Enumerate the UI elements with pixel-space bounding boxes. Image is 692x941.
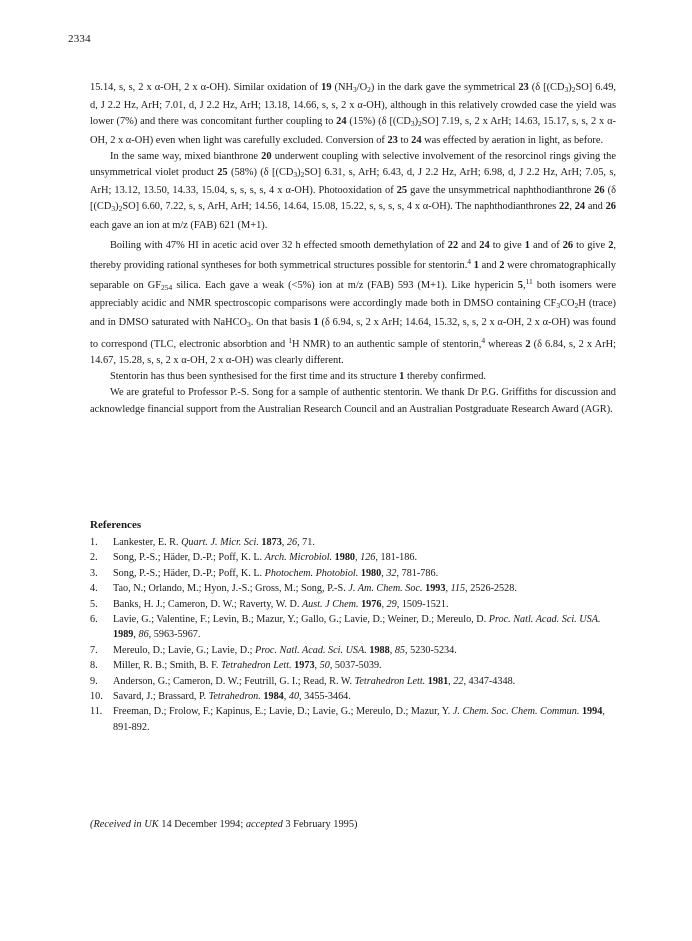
- reference-item: [90, 535, 620, 550]
- reference-list: [90, 535, 620, 735]
- body-text: [90, 80, 616, 418]
- reference-item: [90, 550, 620, 565]
- received-label: (Received in UK: [90, 819, 159, 830]
- reference-item: [90, 612, 620, 643]
- reference-number: 4.: [90, 583, 98, 595]
- reference-number: 9.: [90, 675, 98, 687]
- reference-text: Miller, R. B.; Smith, B. F. Tetrahedron Lett. 1973, 50, 5037-5039.: [113, 660, 382, 672]
- paragraph-4: Stentorin has thus been synthesised for the first time and its structure 1 thereby confirmed.: [110, 371, 487, 383]
- reference-text: Mereulo, D.; Lavie, G.; Lavie, D.; Proc. Natl. Acad. Sci. USA. 1988, 85, 5230-5234.: [113, 644, 457, 656]
- reference-item: [90, 643, 620, 658]
- paragraph-3: Boiling with 47% HI in acetic acid over 32 h effected smooth demethylation of 22 and 24 to give 1 and of 26 to give 2, thereby providing rational syntheses for both symmetrical structures possible for stentorin.$^4$ 1 and 2 were chromatographically separable on $GF_{254}$ silica. Each gave a weak (<5%) ion at m/z (FAB) 593 (M+1). Like hypericin 5,11 both isomers were appreciably acidic and NMR spectroscopic comparisons were accordingly made both in DMSO containing $CF_3CO_2H$ (trace) and in DMSO saturated with NaHCO$_3$. On that basis 1 (δ 6.94, s, 2 x ArH; 14.64, 15.32, s, s, 2 x α-OH, 2 x α-OH) was found to correspond (TLC, electronic absorbtion and $^1$H NMR) to an authentic sample of stentorin,$^4$ whereas 2 (δ 6.84, s, 2 x ArH; 14.67, 15.28, s, s, 2 x α-OH, 2 x α-OH) was clearly different.: [90, 239, 617, 367]
- accepted-label: accepted: [245, 819, 283, 830]
- reference-text: Song, P.-S.; Häder, D.-P.; Poff, K. L. Arch. Microbiol. 1980, 126, 181-186.: [113, 552, 417, 564]
- reference-item: [90, 704, 620, 735]
- acknowledgement-paragraph: We are grateful to Professor P.-S. Song for a sample of authentic stentorin. We thank Dr P.G. Griffiths for discussion and acknowledge financial support from the Australian Research Council and an Australian Postgraduate Research Award (AGR).: [90, 387, 616, 415]
- page-number: 2334: [68, 33, 91, 45]
- reference-number: 5.: [90, 598, 98, 610]
- reference-item: [90, 597, 620, 612]
- reference-item: [90, 581, 620, 596]
- reference-number: 10.: [90, 691, 103, 703]
- reference-number: 11.: [90, 706, 103, 718]
- accepted-date: 3 February 1995): [285, 819, 358, 830]
- received-date: 14 December 1994;: [161, 819, 244, 830]
- paragraph-2: In the same way, mixed bianthrone 20 underwent coupling with selective involvement of the resorcinol rings giving the unsymmetrical violet product 25 (58%) (δ $[(CD_3)_2SO]$ 6.31, s, ArH; 6.43, d, J 2.2 Hz, ArH; 6.98, d, J 2.2 Hz, ArH; 7.05, s, ArH; 13.12, 13.50, 14.33, 15.04, s, s, s, s, 4 x α-OH). Photooxidation of 25 gave the unsymmetrical naphthodianthrone 26 (δ $[(CD_3)_2SO]$ 6.60, 7.22, s, s, ArH, ArH; 14.56, 14.64, 15.08, 15.22, s, s, s, s, 4 x α-OH). The naphthodianthrones 22, 24 and 26 each gave an ion at m/z (FAB) 621 (M+1).: [90, 150, 616, 231]
- reference-item: [90, 566, 620, 581]
- references-heading: References: [90, 519, 142, 531]
- reference-text: Tao, N.; Orlando, M.; Hyon, J.-S.; Gross, M.; Song, P.-S. J. Am. Chem. Soc. 1993, 115, 2526-2528.: [113, 583, 517, 595]
- reference-text: Lankester, E. R. Quart. J. Micr. Sci. 1873, 26, 71.: [113, 537, 315, 548]
- reference-text: Anderson, G.; Cameron, D. W.; Feutrill, G. I.; Read, R. W. Tetrahedron Lett. 1981, 22, 4347-4348.: [113, 675, 516, 687]
- paragraph-1: 15.14, s, s, 2 x α-OH, 2 x α-OH). Similar oxidation of 19 $(NH_3/O_2)$ in the dark gave the symmetrical 23 (δ $[(CD_3)_2SO]$ 6.49, d, J 2.2 Hz, ArH; 7.01, d, J 2.2 Hz, ArH; 13.18, 14.66, s, s, 2 x α-OH), although in this relatively crowded case the yield was lower (7%) and there was concomitant further coupling to 24 (15%) (δ $[(CD_3)_2SO]$ 7.19, s, 2 x ArH; 14.63, 15.17, s, s, 2 x α-OH, 2 x α-OH) even when light was carefully excluded. Conversion of 23 to 24 was effected by aeration in light, as before.: [90, 82, 616, 146]
- reference-number: 6.: [90, 614, 98, 626]
- reference-item: [90, 658, 620, 673]
- reference-text: Freeman, D.; Frolow, F.; Kapinus, E.; Lavie, D.; Lavie, G.; Mereulo, D.; Mazur, Y. J. Chem. Soc. Chem. Commun. 1994, 891-892.: [113, 706, 605, 733]
- reference-number: 8.: [90, 660, 98, 672]
- reference-number: 2.: [90, 552, 98, 564]
- reference-text: Lavie, G.; Valentine, F.; Levin, B.; Mazur, Y.; Gallo, G.; Lavie, D.; Weiner, D.; Mereulo, D. Proc. Natl. Acad. Sci. USA. 1989, 86, 5963-5967.: [113, 614, 601, 641]
- reference-text: Song, P.-S.; Häder, D.-P.; Poff, K. L. Photochem. Photobiol. 1980, 32, 781-786.: [113, 567, 439, 579]
- reference-number: 3.: [90, 567, 98, 579]
- reference-text: Banks, H. J.; Cameron, D. W.; Raverty, W. D. Aust. J Chem. 1976, 29, 1509-1521.: [113, 598, 449, 610]
- reference-number: 1.: [90, 537, 98, 548]
- reference-number: 7.: [90, 644, 98, 656]
- reference-item: [90, 689, 620, 704]
- received-line: [90, 819, 358, 830]
- reference-text: Savard, J.; Brassard, P. Tetrahedron. 1984, 40, 3455-3464.: [113, 691, 351, 703]
- reference-item: [90, 674, 620, 689]
